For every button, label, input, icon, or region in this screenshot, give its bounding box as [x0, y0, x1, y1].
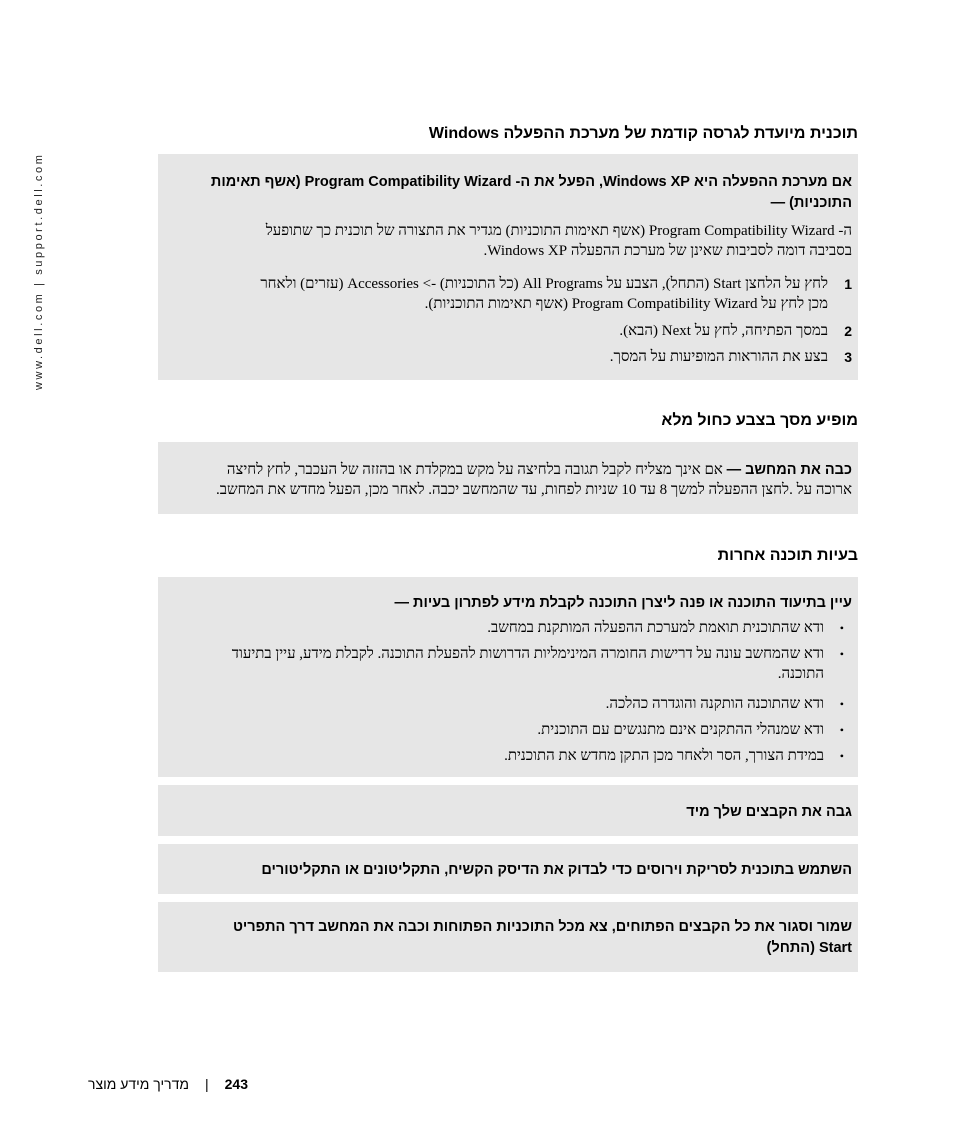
list-item — [164, 746, 852, 766]
box-virus-scan — [158, 844, 858, 894]
page-number: 243 — [224, 1076, 248, 1092]
step-2 — [164, 321, 852, 341]
list-item — [164, 720, 852, 740]
bullet-1-text: ודא שהתוכנית תואמת למערכת ההפעלה המותקנת במחשב. — [487, 620, 824, 636]
heading-compat: תוכנית מיועדת לגרסה קודמת של מערכת ההפעלה Windows — [428, 125, 858, 142]
step-2-line1: במסך הפתיחה, לחץ על Next (הבא). — [619, 323, 828, 339]
step-3-number: 3 — [844, 349, 852, 365]
step-3 — [164, 347, 852, 367]
list-item — [164, 618, 852, 638]
bullet-4-text: ודא שמנהלי ההתקנים אינם מתנגשים עם התוכנית. — [537, 722, 824, 738]
blue-bold-lead: כבה את המחשב — — [726, 462, 852, 478]
other-bullet-list — [164, 618, 852, 766]
heading-blue-screen: מופיע מסך בצבע כחול מלא — [661, 412, 858, 429]
blue-line2: ארוכה על .לחצן ההפעלה למשך 8 עד 10 שניות לפחות, עד שהמחשב יכבה. לאחר מכן, הפעל מחדש את המחשב. — [215, 482, 852, 498]
compat-desc — [164, 221, 852, 261]
list-item — [164, 694, 852, 714]
bullet-dot: • — [839, 749, 844, 763]
box-shutdown — [158, 902, 858, 972]
box-blue-screen — [158, 442, 858, 514]
bullet-2-line1: ודא שהמחשב עונה על דרישות החומרה המינימליות הדרושות להפעלת התוכנה. לקבלת מידע, עיין בתיעוד — [231, 646, 824, 662]
bullet-dot: • — [839, 647, 844, 661]
box-compat — [158, 154, 858, 380]
bullet-3-text: ודא שהתוכנה הותקנה והוגדרה כהלכה. — [605, 696, 824, 712]
footer-separator: | — [205, 1076, 209, 1092]
shutdown-line1: שמור וסגור את כל הקבצים הפתוחים, צא מכל התוכניות הפתוחות וכבה את המחשב דרך התפריט — [232, 919, 852, 935]
compat-box-title: אם מערכת ההפעלה היא Windows XP, הפעל את ה- Program Compatibility Wizard (אשף תאימות התוכניות) — — [210, 174, 852, 211]
bullet-2-line2: התוכנה. — [777, 666, 824, 682]
bullet-dot: • — [839, 697, 844, 711]
list-item — [164, 644, 852, 684]
compat-desc-line1: ה- Program Compatibility Wizard (אשף תאימות התוכניות) מגדיר את התצורה של תוכנית כך שתופעל — [265, 223, 852, 239]
footer-title: מדריך מידע מוצר — [88, 1076, 189, 1092]
bullet-5-text: במידת הצורך, הסר ולאחר מכן התקן מחדש את התוכנית. — [504, 748, 824, 764]
box-other-problems — [158, 577, 858, 777]
virus-scan-text: השתמש בתוכנית לסריקת וירוסים כדי לבדוק את הדיסק הקשיח, התקליטונים או התקליטורים — [261, 862, 852, 878]
heading-other-problems: בעיות תוכנה אחרות — [717, 547, 858, 564]
step-1 — [164, 274, 852, 314]
page-footer — [88, 1076, 248, 1092]
other-box-title: עיין בתיעוד התוכנה או פנה ליצרן התוכנה לקבלת מידע לפתרון בעיות — — [394, 595, 852, 611]
side-url: www.dell.com | support.dell.com — [33, 152, 45, 390]
step-1-number: 1 — [844, 276, 852, 292]
bullet-dot: • — [839, 723, 844, 737]
compat-desc-line2: בסביבה דומה לסביבות שאינן של מערכת ההפעלה Windows XP. — [483, 243, 852, 259]
step-1-line2: מכן לחץ על Program Compatibility Wizard (אשף תאימות התוכניות). — [424, 296, 828, 312]
step-2-number: 2 — [844, 323, 852, 339]
step-1-line1: לחץ על הלחצן Start (התחל), הצבע על All Programs (כל התוכניות) -> Accessories (עזרים) ולאחר — [260, 276, 828, 292]
blue-line1-rest: אם אינך מצליח לקבל תגובה בלחיצה על מקש במקלדת או בהזזה של העכבר, לחץ לחיצה — [226, 462, 727, 478]
box-backup — [158, 785, 858, 836]
backup-text: גבה את הקבצים שלך מיד — [686, 804, 852, 820]
step-3-line1: בצע את ההוראות המופיעות על המסך. — [609, 349, 828, 365]
shutdown-line2: Start (התחל) — [766, 940, 852, 956]
blue-line1 — [164, 460, 852, 480]
bullet-dot: • — [839, 621, 844, 635]
